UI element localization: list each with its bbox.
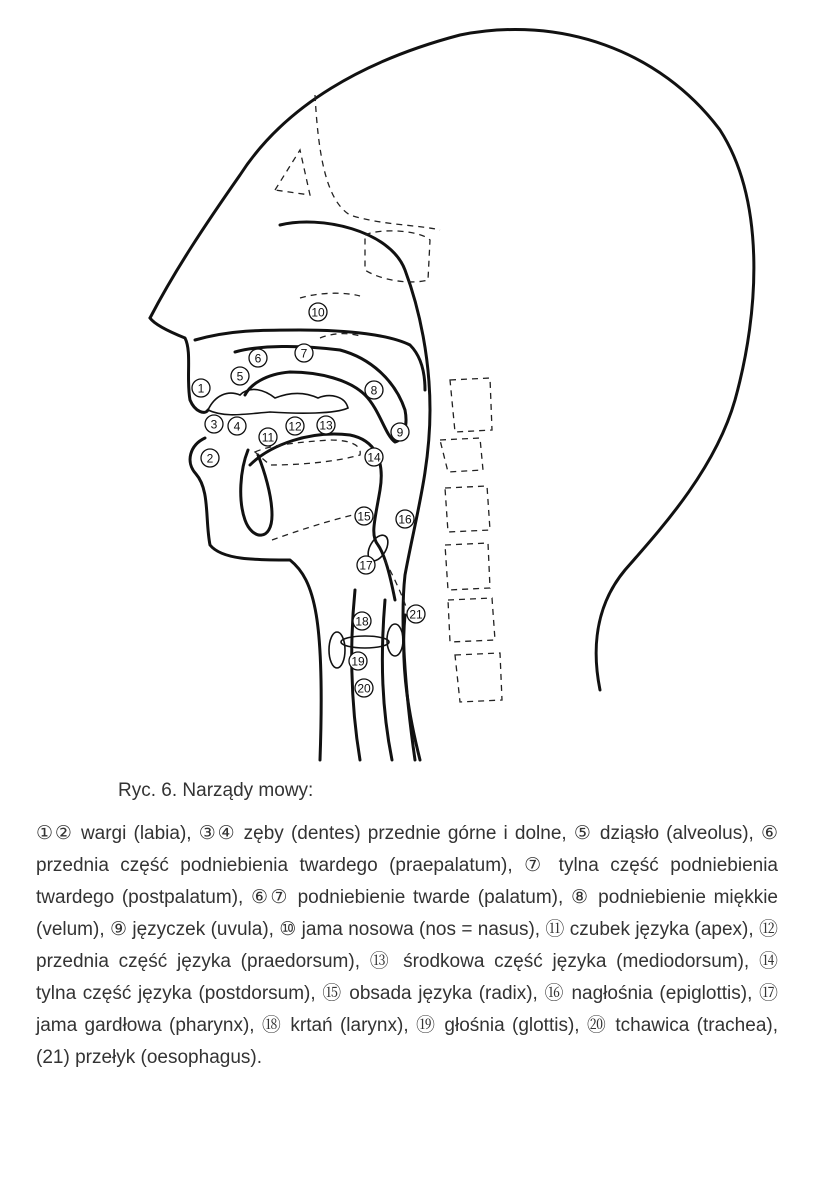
callout-6 xyxy=(249,349,267,367)
callout-18 xyxy=(353,612,371,630)
callout-11 xyxy=(259,428,277,446)
callout-number: 5 xyxy=(236,369,244,384)
trachea-right xyxy=(382,600,392,760)
larynx-right xyxy=(387,624,403,656)
nose-outline xyxy=(150,318,208,412)
upper-teeth xyxy=(208,389,348,414)
vertebra xyxy=(445,543,490,590)
callout-7 xyxy=(295,344,313,362)
callout-number: 15 xyxy=(357,509,371,524)
callout-number: 19 xyxy=(351,654,365,669)
callout-15 xyxy=(355,507,373,525)
callout-number: 13 xyxy=(319,418,333,433)
callout-10 xyxy=(309,303,327,321)
sinus-line xyxy=(315,95,440,230)
callout-5 xyxy=(231,367,249,385)
vertebra xyxy=(445,486,490,532)
jaw-outline xyxy=(241,450,272,535)
callout-number: 12 xyxy=(288,419,302,434)
callout-number: 6 xyxy=(254,351,262,366)
vertebra xyxy=(450,378,492,432)
callout-2 xyxy=(201,449,219,467)
callout-number: 10 xyxy=(311,305,325,320)
callout-13 xyxy=(317,416,335,434)
callout-number: 11 xyxy=(261,430,275,445)
pharynx-wall xyxy=(280,222,430,760)
callout-20 xyxy=(355,679,373,697)
callout-3 xyxy=(205,415,223,433)
callout-number: 2 xyxy=(206,451,214,466)
sinus-shape xyxy=(275,150,310,195)
callout-9 xyxy=(391,423,409,441)
mouth-floor-dash xyxy=(272,512,365,540)
callout-number: 4 xyxy=(233,419,241,434)
vertebra xyxy=(455,653,502,702)
callout-number: 9 xyxy=(396,425,404,440)
callout-number: 3 xyxy=(210,417,218,432)
callout-number: 14 xyxy=(367,450,381,465)
callout-number: 1 xyxy=(197,381,205,396)
callout-number: 16 xyxy=(398,512,412,527)
callout-number: 7 xyxy=(300,346,308,361)
callout-number: 20 xyxy=(357,681,371,696)
callout-1 xyxy=(192,379,210,397)
chin-outline xyxy=(190,438,321,760)
nasal-dash xyxy=(300,293,360,298)
callout-12 xyxy=(286,417,304,435)
callout-16 xyxy=(396,510,414,528)
callout-8 xyxy=(365,381,383,399)
nasal-dash-2 xyxy=(320,334,360,338)
callout-number: 17 xyxy=(359,558,373,573)
figure-caption-title: Ryc. 6. Narządy mowy: xyxy=(118,780,314,801)
callout-number: 21 xyxy=(409,607,423,622)
callout-14 xyxy=(365,448,383,466)
vertebra xyxy=(440,438,483,472)
larynx-left xyxy=(329,632,345,668)
head-outline xyxy=(150,29,754,690)
callout-number: 18 xyxy=(355,614,369,629)
vertebra xyxy=(448,598,495,642)
callout-number: 8 xyxy=(370,383,378,398)
figure-caption-body: ①② wargi (labia), ③④ zęby (dentes) przednie górne i dolne, ⑤ dziąsło (alveolus), ⑥ przednia część podniebienia twardego (praepalatum), ⑦ tylna część podniebienia twardego (postpalatum), ⑥⑦ podniebienie twarde (palatum), ⑧ podniebienie miękkie (velum), ⑨ języczek (uvula), ⑩ jama nosowa (nos = nasus), ⑪ czubek języka (apex), ⑫ przednia część języka (praedorsum), ⑬ środkowa część języka (mediodorsum), ⑭ tylna część języka (postdorsum), ⑮ obsada języka (radix), ⑯ nagłośnia (epiglottis), ⑰ jama gardłowa (pharynx), ⑱ krtań (larynx), ⑲ głośnia (glottis), ⑳ tchawica (trachea), (21) przełyk (oesophagus). xyxy=(36,823,778,1068)
callout-17 xyxy=(357,556,375,574)
callout-4 xyxy=(228,417,246,435)
callout-21 xyxy=(407,605,425,623)
callout-19 xyxy=(349,652,367,670)
